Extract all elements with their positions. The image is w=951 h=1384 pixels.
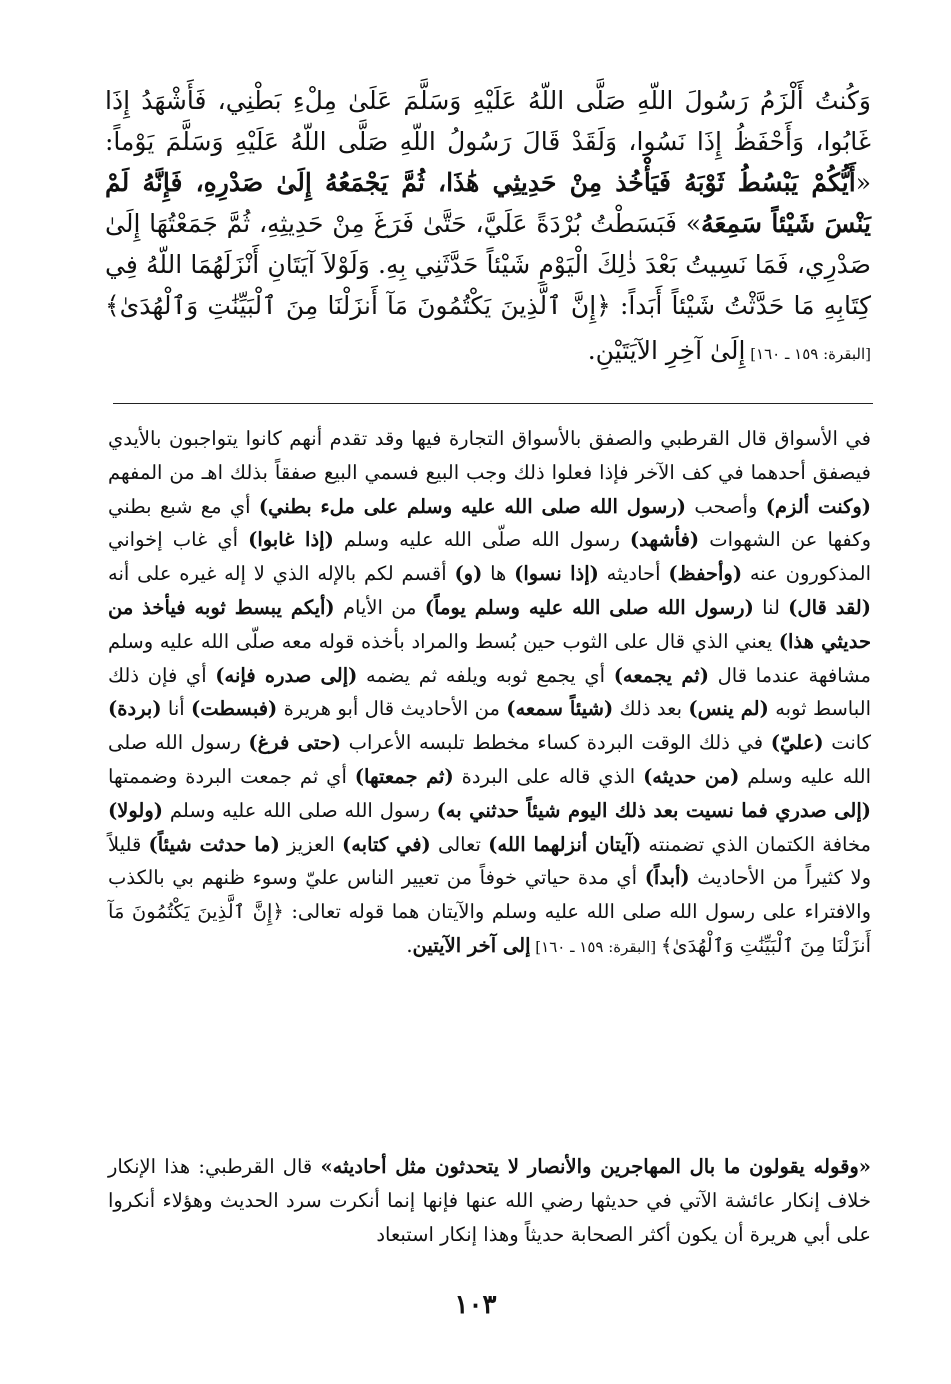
commentary-span: . (406, 933, 413, 957)
commentary-span: أقسم لكم بالإله الذي لا إله غيره على أنه (108, 562, 455, 586)
commentary-span: رسول الله صلى الله عليه وسلم (163, 798, 437, 822)
commentary-span: لنا (753, 595, 789, 619)
commentary-span: أنا (161, 697, 192, 721)
commentary-quote: (وكنت ألزم) (765, 494, 872, 518)
commentary-span: من الأحاديث قال أبو هريرة (277, 697, 507, 721)
commentary-quote: (ولولا) (108, 798, 164, 822)
verse-reference: [البقرة: ١٥٩ ـ ١٦٠] (745, 345, 871, 363)
prophet-saying: أَيُّكُمْ يَبْسُطُ ثَوْبَهُ فَيَأْخُذ مِنْ حَدِيثِي هَٰذَا، ثُمَّ يَجْمَعُهُ إِلَىٰ صَدْرِهِ، فَإِنَّهُ لَمْ يَنْسَ شَيْئاً سَمِعَهُ (105, 168, 871, 238)
commentary-span: أي مع شبع بطني وكفها عن الشهوات (108, 494, 871, 552)
commentary-span: يعني الذي قال على الثوب حين بُسط والمراد بأخذه قوله معه صلّى الله عليه وسلم مشافهة عندما قال (108, 629, 872, 687)
second-commentary (108, 1150, 871, 1252)
commentary-quote: «وقوله يقولون ما بال المهاجرين والأنصار لا يتحدثون مثل أحاديثه» (320, 1155, 871, 1178)
page-number: ١٠٣ (454, 1290, 497, 1320)
commentary-span: أحاديثه (598, 562, 669, 586)
commentary-quote: (إلى صدره فإنه) (215, 663, 358, 687)
commentary-quote: (شيئاً سمعه) (506, 697, 614, 721)
commentary-span: الذي قاله على البردة (453, 764, 644, 788)
commentary-span: رسول الله صلى الله عليه وسلم (108, 731, 872, 788)
commentary-quote: (إلى صدري فما نسيت بعد ذلك اليوم شيئاً حدثني به) (436, 798, 872, 822)
commentary-span: رسول الله صلّى الله عليه وسلم (333, 528, 630, 552)
commentary-span: مخافة الكتمان الذي تضمنته (641, 832, 871, 856)
quran-verse: ﴿إِنَّ ٱلَّذِينَ يَكْتُمُونَ مَآ أَنزَلْنَا مِنَ ٱلْبَيِّنَٰتِ وَٱلْهُدَىٰ﴾ (108, 900, 871, 957)
commentary-quote: (عليّ) (770, 731, 824, 755)
commentary-quote: (أيكم يبسط ثوبه فيأخذ من حديثي هذا) (108, 595, 871, 653)
hadith-span: إِلَىٰ آخِرِ الآيَتَيْنِ. (587, 336, 746, 365)
commentary-quote: (من حديثه) (643, 764, 740, 788)
commentary-quote: (و) (454, 562, 483, 586)
hadith-paragraph (105, 80, 871, 375)
commentary-span: العزيز (279, 832, 342, 856)
commentary-quote: (بردة) (108, 697, 162, 721)
commentary-span: أي مدة حياتي خوفاً من تعيير الناس عليّ وسوء ظنهم بي بالكذب والافتراء على رسول الله صلى الله عليه وسلم والآيتان هما قوله تعالى: (108, 866, 871, 924)
commentary-quote: (آيتان أنزلهما الله) (488, 832, 642, 856)
commentary-span: وأصحب (686, 494, 766, 518)
commentary-span: ها (482, 562, 515, 586)
commentary-text (108, 422, 871, 965)
commentary-quote: (لقد قال) (788, 595, 871, 619)
commentary-quote: (ما حدثت شيئاً) (148, 832, 280, 856)
commentary-span: من الأيام (334, 595, 425, 619)
commentary-quote: (ثم جمعتها) (354, 764, 454, 788)
commentary-span: أي ثم جمعت البردة وضممتها (108, 764, 355, 788)
commentary-paragraph (108, 1150, 871, 1252)
commentary-quote: (وأحفظ) (668, 562, 743, 586)
commentary-span: بعد ذلك (613, 697, 689, 721)
commentary-quote: إلى آخر الآيتين (412, 933, 531, 957)
commentary-span: قال القرطبي: هذا الإنكار خلاف إنكار عائشة الآتي في حديثها رضي الله عنها فإنها إنما أنكرت سرد الحديث وهؤلاء أنكروا على أبي هريرة أن يكون أكثر الصحابة حديثاً وهذا إنكار استبعاد (108, 1155, 871, 1246)
commentary-quote: (رسول الله صلى الله عليه وسلم يوماً) (424, 595, 754, 619)
footnote-divider (113, 403, 873, 404)
commentary-quote: (رسول الله صلى الله عليه وسلم على ملء بطني) (258, 494, 687, 518)
commentary-span: تعالى (430, 832, 489, 856)
quran-verse: ﴿إِنَّ ٱلَّذِينَ يَكْتُمُونَ مَآ أَنزَلْنَا مِنَ ٱلْبَيِّنَٰتِ وَٱلْهُدَىٰ﴾ (105, 291, 611, 320)
hadith-span: » فَبَسَطْتُ بُرْدَةً عَلَيَّ، حَتَّىٰ فَرَغَ مِنْ حَدِيثِهِ، ثُمَّ جَمَعْتُهَا إِلَىٰ صَدْرِي، فَمَا نَسِيتُ بَعْدَ ذٰلِكَ الْيَوْمِ شَيْئاً حَدَّثَنِي بِهِ. وَلَوْلاَ آيَتَانِ أَنْزَلَهُمَا اللّهُ فِي كِتَابِهِ مَا حَدَّثْتُ شَيْئاً أَبَداً: (105, 209, 872, 320)
hadith-span: وَكُنتُ أَلْزَمُ رَسُولَ اللّهِ صَلَّى اللّهُ عَلَيْهِ وَسَلَّمَ عَلَىٰ مِلْءِ بَطْنِي، فَأَشْهَدُ إِذَا غَابُوا، وَأَحْفَظُ إِذَا نَسُوا، وَلَقَدْ قَالَ رَسُولُ اللّهِ صَلَّى اللّهُ عَلَيْهِ وَسَلَّمَ يَوْماً: « (105, 86, 871, 197)
commentary-quote: (فبسطت) (191, 697, 278, 721)
commentary-span: أي غاب إخواني المذكورون عنه (108, 528, 872, 586)
commentary-quote: (ثم يجمعه) (613, 663, 709, 687)
commentary-quote: (إذا غابوا) (248, 528, 334, 552)
commentary-span: في الأسواق قال القرطبي والصفق بالأسواق التجارة فيها وقد تقدم أنهم كانوا يتواجبون بالأيدي فيصفق أحدهما في كف الآخر فإذا فعلوا ذلك وجب البيع فسمي البيع صفقاً بذلك اهـ من المفهم (108, 427, 871, 484)
commentary-quote: (حتى فرغ) (248, 731, 342, 755)
commentary-span: كانت (823, 731, 871, 755)
commentary-paragraph (108, 422, 871, 965)
commentary-span: قليلاً ولا كثيراً من الأحاديث (108, 832, 871, 890)
commentary-quote: (أبداً) (644, 866, 690, 890)
hadith-text (105, 80, 871, 375)
commentary-span: أي يجمع ثوبه ويلفه ثم يضمه (357, 663, 614, 687)
commentary-quote: (في كتابه) (341, 832, 431, 856)
commentary-quote: (إذا نسوا) (514, 562, 599, 586)
commentary-span: في ذلك الوقت البردة كساء مخطط تلبسه الأعراب (341, 731, 771, 755)
verse-reference: [البقرة: ١٥٩ ـ ١٦٠] (530, 937, 661, 956)
commentary-quote: (لم ينس) (688, 697, 769, 721)
commentary-span: أي فإن ذلك الباسط ثوبه (108, 663, 871, 721)
commentary-quote: (فأشهد) (629, 528, 700, 552)
